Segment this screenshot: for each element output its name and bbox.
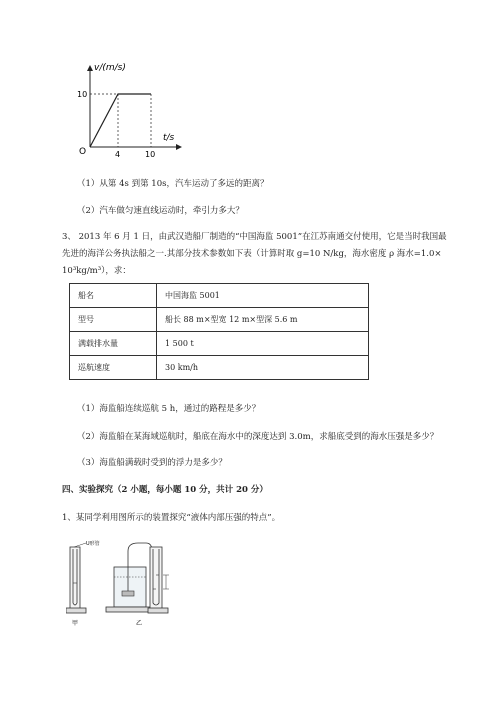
beaker-yi bbox=[106, 543, 154, 612]
apparatus-figure bbox=[66, 537, 186, 629]
table-value: 1 500 t bbox=[157, 332, 369, 356]
table-key: 满载排水量 bbox=[70, 332, 157, 356]
x-axis-label: t/s bbox=[163, 133, 175, 143]
origin-label: O bbox=[79, 147, 87, 157]
table-key: 船名 bbox=[70, 284, 157, 308]
spec-table bbox=[69, 283, 369, 380]
car-question-2: （2）汽车做匀速直线运动时，牵引力多大？ bbox=[77, 206, 244, 216]
y-axis-label: v/(m/s) bbox=[94, 63, 126, 73]
car-question-1: （1）从第 4s 到第 10s，汽车运动了多远的距离？ bbox=[77, 179, 269, 189]
table-row bbox=[70, 308, 369, 332]
q3-sub-2: （2）海监船在某海域巡航时，船底在海水中的深度达到 3.0m，求船底受到的海水压强是多少？ bbox=[77, 432, 439, 442]
section-4-heading: 四、实验探究（2 小题，每小题 10 分，共计 20 分） bbox=[62, 485, 268, 495]
q3-line-1: 3、 2013 年 6 月 1 日，由武汉造船厂制造的“中国海监 5001”在江苏南通交付使用，它是当时我国最 bbox=[62, 232, 447, 242]
y-tick-10: 10 bbox=[77, 90, 88, 99]
label-yi: 乙 bbox=[136, 620, 143, 627]
q3-sub-1: （1）海监船连续巡航 5 h，通过的路程是多少？ bbox=[77, 404, 261, 414]
table-value: 中国海监 5001 bbox=[157, 284, 369, 308]
label-u-tube: U形管 bbox=[86, 541, 100, 547]
label-jia: 甲 bbox=[72, 620, 79, 627]
x-tick-10: 10 bbox=[145, 150, 156, 159]
u-tube-stand-yi bbox=[148, 547, 169, 613]
table-row bbox=[70, 356, 369, 380]
q3-line-3: 10³kg/m³），求： bbox=[62, 266, 131, 276]
q3-line-2: 先进的海洋公务执法船之一.其部分技术参数如下表（计算时取 g=10 N/kg，海水密度 ρ 海水=1.0× bbox=[62, 249, 442, 259]
table-value: 船长 88 m×型宽 12 m×型深 5.6 m bbox=[157, 308, 369, 332]
table-row bbox=[70, 332, 369, 356]
table-row bbox=[70, 284, 369, 308]
table-key: 巡航速度 bbox=[70, 356, 157, 380]
q3-sub-3: （3）海监船满载时受到的浮力是多少？ bbox=[77, 458, 227, 468]
section-4-question-1: 1、某同学利用图所示的装置探究“液体内部压强的特点”。 bbox=[62, 513, 281, 523]
velocity-time-graph bbox=[75, 60, 185, 160]
velocity-line bbox=[90, 94, 151, 147]
x-tick-4: 4 bbox=[115, 150, 121, 159]
table-key: 型号 bbox=[70, 308, 157, 332]
u-tube-stand-jia bbox=[66, 543, 86, 613]
table-value: 30 km/h bbox=[157, 356, 369, 380]
